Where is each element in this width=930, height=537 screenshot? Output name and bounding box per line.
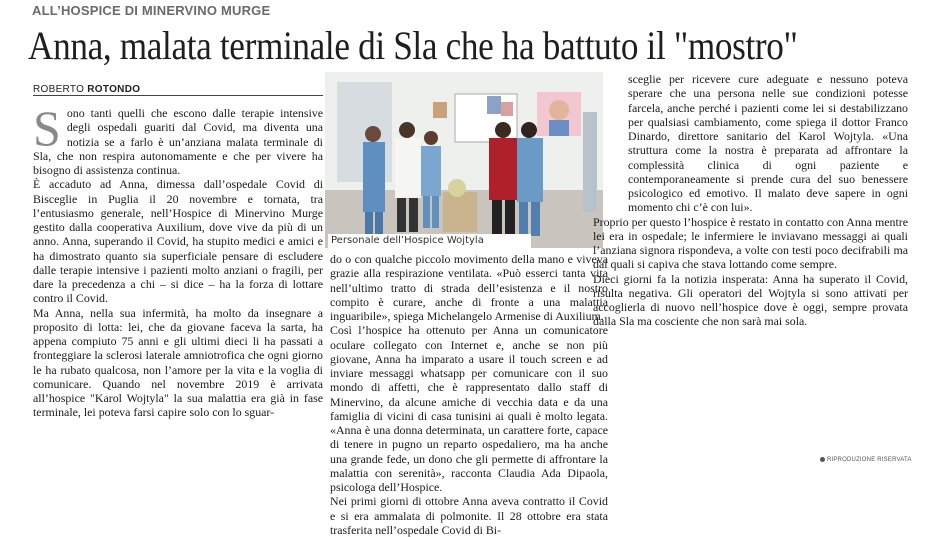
paragraph: Nei primi giorni di ottobre Anna aveva contratto il Covid e si era ammalata di polmonite. Il 28 ottobre era stata trasferita nell’ospedale Covid di Bi- xyxy=(330,494,608,537)
byline-surname: ROTONDO xyxy=(87,84,141,95)
copyright-icon xyxy=(820,457,825,462)
photo-caption: Personale dell’Hospice Wojtyla xyxy=(328,234,531,248)
byline-rule xyxy=(33,95,323,96)
paragraph: È accaduto ad Anna, dimessa dall’ospedale Covid di Bisceglie in Puglia il 20 novembre e tornata, tra l’entusiasmo generale, nell’Hospice di Minervino Murge gestito dalla cooperativa Auxilium, dove vive da più di un anno. Anna, superando il Covid, ha stupito medici e amici e ha dimostrato quanto sia superficiale pensare di escludere dalle terapie intensive i pazienti molto anziani o fragili, per dare la precedenza a chi – si dice – ha la forza di lottare contro il Covid. xyxy=(33,177,323,306)
byline xyxy=(33,84,140,95)
paragraph: do o con qualche piccolo movimento della mano e viveva grazie alla respirazione ventilata. «Può esserci tanta vita nell’ultimo tratto di strada dell’esistenza e il nostro compito è curare, anche di fronte a una malattia inguaribile», spiega Michelangelo Armenise di Auxilium. xyxy=(330,252,608,323)
staff-photo xyxy=(325,72,603,248)
drop-cap: S xyxy=(33,100,61,156)
copyright-text: RIPRODUZIONE RISERVATA xyxy=(827,457,912,464)
staff-photo-image xyxy=(325,72,603,248)
article-column-1 xyxy=(33,100,323,471)
headline: Anna, malata terminale di Sla che ha battuto il "mostro" xyxy=(28,23,798,68)
kicker: ALL’HOSPICE DI MINERVINO MURGE xyxy=(32,3,271,18)
paragraph: sceglie per ricevere cure adeguate e nessuno poteva sperare che una persona nelle sue condizioni potesse farcela, anche perché i pazienti come lei si destabilizzano per qualsiasi cambiamento, come spiega il dottor Franco Dinardo, direttore sanitario del Karol Wojtyla. «Una struttura come la nostra è preparata ad affrontare la complessità clinica di ogni paziente e contemporaneamente si prende cura del suo benessere psicologico ed emotivo. Il malato deve sapere in ogni momento chi c’è con lui». xyxy=(628,72,908,215)
byline-first-name: ROBERTO xyxy=(33,84,88,95)
article-column-2 xyxy=(330,72,608,537)
paragraph: Proprio per questo l’hospice è restato in contatto con Anna mentre lei era in ospedale; le infermiere le inviavano messaggi ai quali l’anziana signora rispondeva, a volte con testi poco decifrabili ma dai quali si capiva che stava lottando come sempre. xyxy=(593,214,909,272)
paragraph-lead xyxy=(33,100,323,177)
paragraph-lead-text: ono tanti quelli che escono dalle terapie intensive degli ospedali guariti dal Covid, ma diventa una notizia se a farlo è un’anziana malata terminale di Sla, che non respira autonomamente e che per vivere ha bisogno di assistenza continua. xyxy=(33,106,323,177)
article-column-3 xyxy=(593,72,909,462)
copyright-notice xyxy=(820,457,912,463)
paragraph: Dieci giorni fa la notizia insperata: Anna ha superato il Covid, risulta negativa. Gli operatori del Wojtyla si sono attivati per accoglierla di nuovo nell’hospice dove è oggi, sempre provata dalla Sla ma cosciente che non sarà mai sola. xyxy=(593,271,908,329)
paragraph: Così l’hospice ha ottenuto per Anna un comunicatore oculare collegato con Internet e, anche se non più giovane, Anna ha imparato a usare il touch screen e ad inviare messaggi whatsapp per comunicare con il suo mondo di affetti, che è rappresentato dallo staff di Minervino, da alcune amiche di vecchia data e da una famiglia di vicini di casa tunisini ai quali è molto legata. «Anna è una donna determinata, un carattere forte, capace di tenere in pugno un reparto ospedaliero, ma ha anche una grande fede, un dono che gli permette di affrontare la malattia con serenità», racconta Claudia Ada Dipaola, psicologa dell’Hospice. xyxy=(330,323,608,494)
paragraph: Ma Anna, nella sua infermità, ha molto da insegnare a proposito di lotta: lei, che da giovane faceva la sarta, ha appena compiuto 75 anni e gli ultimi dieci li ha passati a fronteggiare la sclerosi laterale amniotrofica che ogni giorno le ha rubato qualcosa, non l’amore per la vita e la voglia di comunicare. Quando nel novembre 2019 è arrivata all’hospice "Karol Wojtyla" la sua malattia era già in fase terminale, lei poteva farsi capire solo con lo sguar- xyxy=(33,305,323,420)
